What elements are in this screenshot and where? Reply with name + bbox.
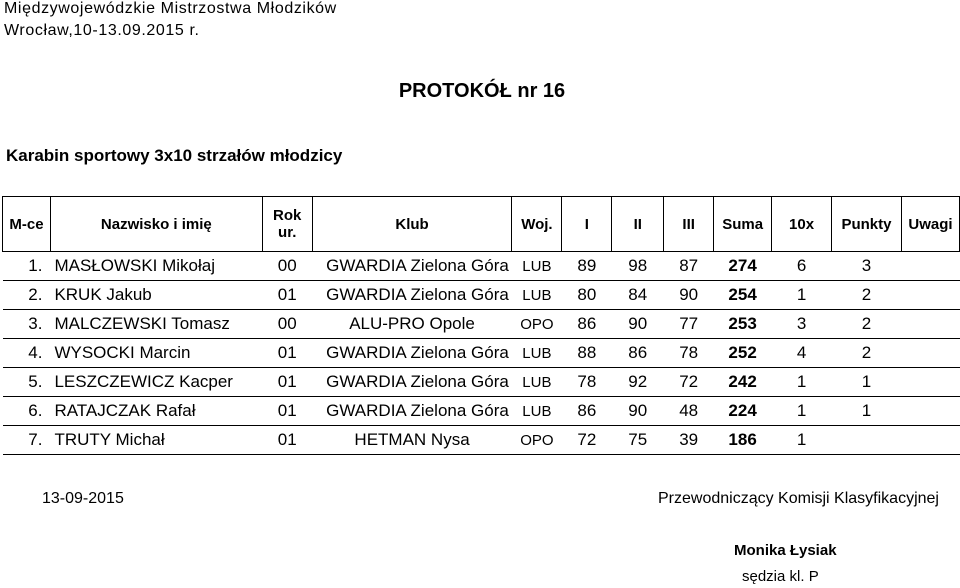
event-name: Międzywojewódzkie Mistrzostwa Młodzików <box>4 0 337 17</box>
cell-sum: 254 <box>714 281 772 310</box>
cell-tens: 1 <box>772 397 832 426</box>
cell-tens: 1 <box>772 281 832 310</box>
protocol-title-text: PROTOKÓŁ nr 16 <box>398 80 566 102</box>
cell-name: LESZCZEWICZ Kacper <box>50 368 262 397</box>
table-row <box>3 310 960 339</box>
cell-series-3: 48 <box>664 397 714 426</box>
cell-sum: 252 <box>714 339 772 368</box>
cell-series-3: 90 <box>664 281 714 310</box>
judge-name: Monika Łysiak <box>734 542 837 559</box>
table-row <box>3 397 960 426</box>
cell-points: 2 <box>832 339 902 368</box>
cell-series-3: 39 <box>664 426 714 455</box>
cell-name: TRUTY Michał <box>50 426 262 455</box>
cell-club: GWARDIA Zielona Góra <box>312 252 512 281</box>
cell-series-3: 87 <box>664 252 714 281</box>
cell-place: 2. <box>3 281 51 310</box>
cell-place: 4. <box>3 339 51 368</box>
cell-notes <box>901 368 959 397</box>
cell-year: 01 <box>262 368 312 397</box>
cell-notes <box>901 426 959 455</box>
cell-year: 01 <box>262 281 312 310</box>
col-header-s1: I <box>562 197 612 252</box>
cell-place: 1. <box>3 252 51 281</box>
cell-club: HETMAN Nysa <box>312 426 512 455</box>
cell-voiv: OPO <box>512 426 562 455</box>
cell-tens: 6 <box>772 252 832 281</box>
col-header-notes: Uwagi <box>901 197 959 252</box>
cell-voiv: LUB <box>512 368 562 397</box>
competition-subtitle: Karabin sportowy 3x10 strzałów młodzicy <box>6 146 343 165</box>
table-row <box>3 339 960 368</box>
cell-club: GWARDIA Zielona Góra <box>312 397 512 426</box>
cell-club: GWARDIA Zielona Góra <box>312 281 512 310</box>
cell-series-2: 86 <box>612 339 664 368</box>
cell-points: 3 <box>832 252 902 281</box>
cell-series-1: 88 <box>562 339 612 368</box>
cell-voiv: LUB <box>512 339 562 368</box>
cell-name: MALCZEWSKI Tomasz <box>50 310 262 339</box>
cell-points: 1 <box>832 397 902 426</box>
cell-sum: 253 <box>714 310 772 339</box>
cell-name: RATAJCZAK Rafał <box>50 397 262 426</box>
cell-points: 1 <box>832 368 902 397</box>
cell-voiv: LUB <box>512 281 562 310</box>
cell-notes <box>901 397 959 426</box>
cell-place: 5. <box>3 368 51 397</box>
cell-year: 01 <box>262 397 312 426</box>
cell-sum: 186 <box>714 426 772 455</box>
cell-points <box>832 426 902 455</box>
cell-name: WYSOCKI Marcin <box>50 339 262 368</box>
cell-year: 00 <box>262 252 312 281</box>
cell-club: GWARDIA Zielona Góra <box>312 368 512 397</box>
cell-series-1: 78 <box>562 368 612 397</box>
col-header-year <box>262 197 312 252</box>
cell-year: 01 <box>262 426 312 455</box>
cell-notes <box>901 252 959 281</box>
cell-series-2: 84 <box>612 281 664 310</box>
cell-series-3: 72 <box>664 368 714 397</box>
cell-series-2: 98 <box>612 252 664 281</box>
cell-series-2: 90 <box>612 310 664 339</box>
chair-signature-role: Przewodniczący Komisji Klasyfikacyjnej <box>658 490 939 507</box>
cell-name: MASŁOWSKI Mikołaj <box>50 252 262 281</box>
protocol-title <box>0 80 960 103</box>
cell-series-1: 80 <box>562 281 612 310</box>
cell-name: KRUK Jakub <box>50 281 262 310</box>
cell-tens: 4 <box>772 339 832 368</box>
cell-series-1: 89 <box>562 252 612 281</box>
cell-series-1: 86 <box>562 397 612 426</box>
cell-sum: 242 <box>714 368 772 397</box>
cell-points: 2 <box>832 281 902 310</box>
protocol-date: 13-09-2015 <box>42 490 124 507</box>
col-header-club: Klub <box>312 197 512 252</box>
table-row <box>3 426 960 455</box>
col-header-s3: III <box>664 197 714 252</box>
cell-series-2: 75 <box>612 426 664 455</box>
col-header-year-l1: Rok <box>273 207 302 224</box>
col-header-tens: 10x <box>772 197 832 252</box>
cell-voiv: OPO <box>512 310 562 339</box>
col-header-points: Punkty <box>832 197 902 252</box>
cell-tens: 3 <box>772 310 832 339</box>
cell-series-2: 92 <box>612 368 664 397</box>
cell-place: 3. <box>3 310 51 339</box>
table-row <box>3 252 960 281</box>
col-header-place: M-ce <box>3 197 51 252</box>
cell-series-2: 90 <box>612 397 664 426</box>
cell-series-1: 72 <box>562 426 612 455</box>
cell-year: 00 <box>262 310 312 339</box>
cell-place: 7. <box>3 426 51 455</box>
cell-series-3: 78 <box>664 339 714 368</box>
cell-tens: 1 <box>772 368 832 397</box>
cell-voiv: LUB <box>512 397 562 426</box>
table-row <box>3 368 960 397</box>
cell-notes <box>901 339 959 368</box>
col-header-voiv: Woj. <box>512 197 562 252</box>
cell-tens: 1 <box>772 426 832 455</box>
cell-club: ALU-PRO Opole <box>312 310 512 339</box>
cell-sum: 224 <box>714 397 772 426</box>
cell-club: GWARDIA Zielona Góra <box>312 339 512 368</box>
cell-series-3: 77 <box>664 310 714 339</box>
cell-voiv: LUB <box>512 252 562 281</box>
cell-place: 6. <box>3 397 51 426</box>
cell-notes <box>901 281 959 310</box>
col-header-sum: Suma <box>714 197 772 252</box>
results-table <box>2 196 960 455</box>
col-header-name: Nazwisko i imię <box>50 197 262 252</box>
cell-points: 2 <box>832 310 902 339</box>
cell-series-1: 86 <box>562 310 612 339</box>
cell-sum: 274 <box>714 252 772 281</box>
col-header-s2: II <box>612 197 664 252</box>
event-location-date: Wrocław,10-13.09.2015 r. <box>4 22 200 39</box>
table-row <box>3 281 960 310</box>
table-header-row <box>3 197 960 252</box>
col-header-year-l2: ur. <box>278 224 297 241</box>
cell-notes <box>901 310 959 339</box>
cell-year: 01 <box>262 339 312 368</box>
judge-role: sędzia kl. P <box>742 568 819 585</box>
